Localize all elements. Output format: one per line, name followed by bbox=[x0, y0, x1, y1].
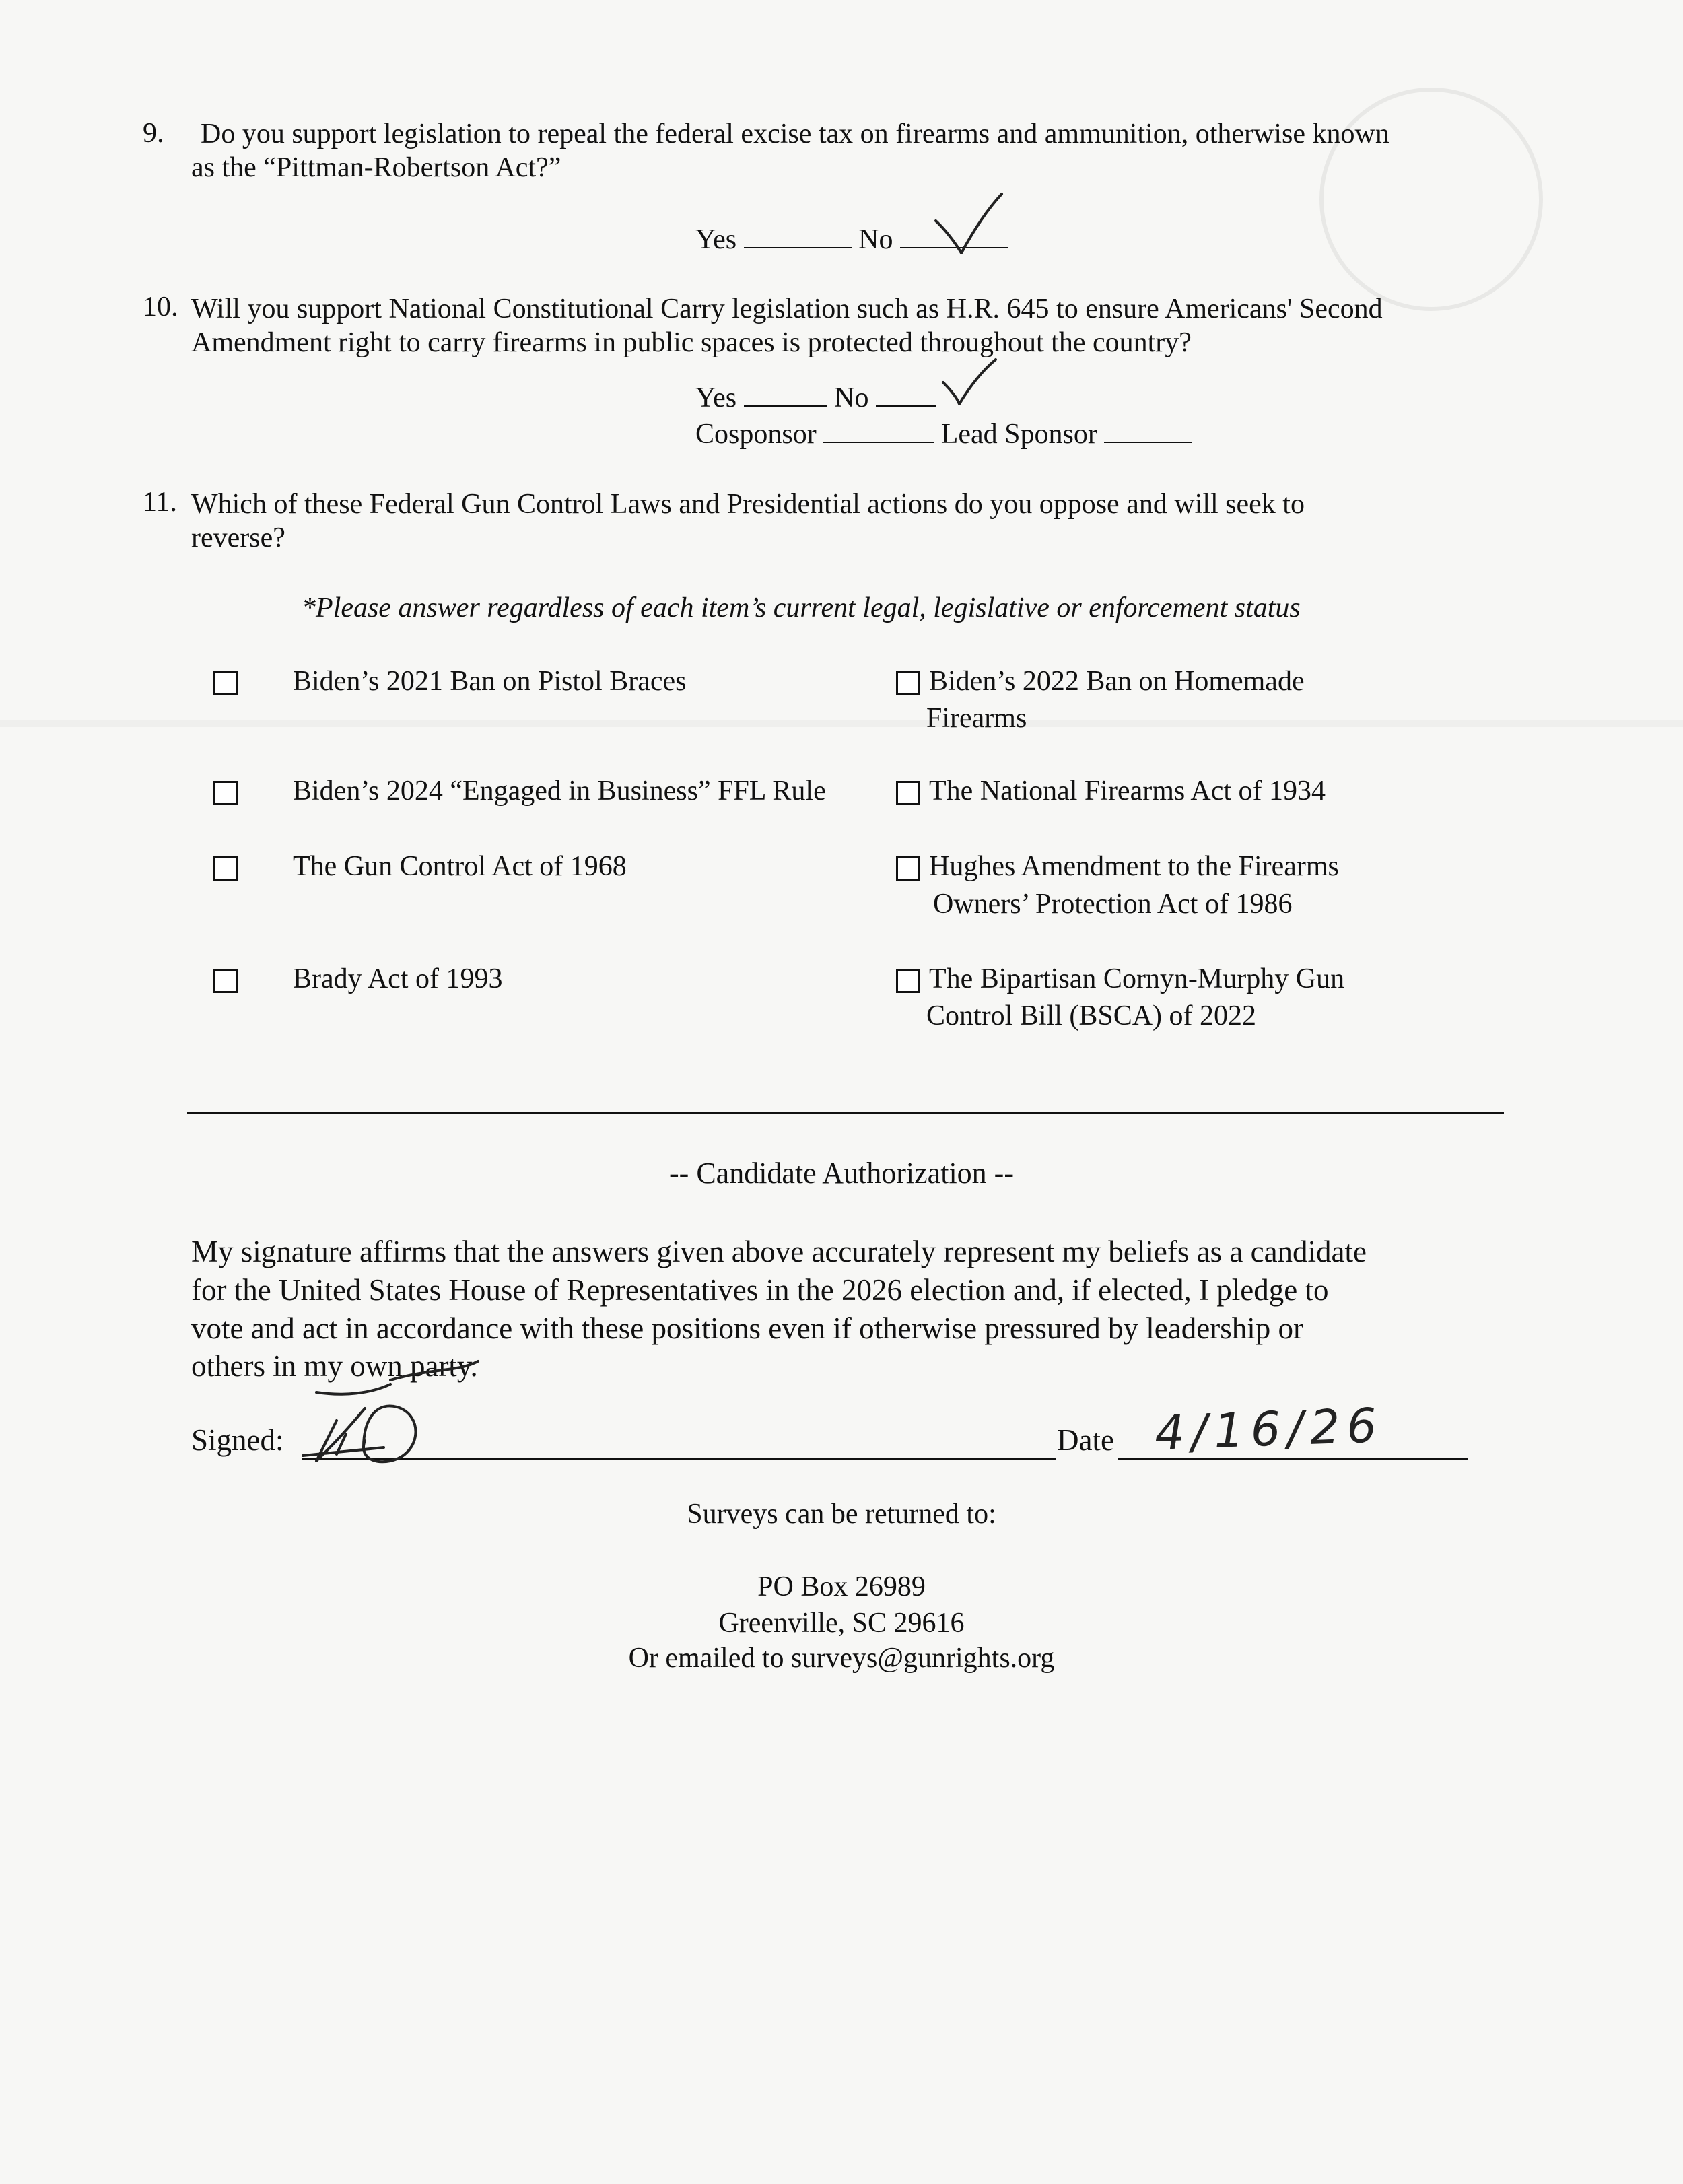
question-10-text-line2: Amendment right to carry firearms in public spaces is protected throughout the country? bbox=[191, 327, 1192, 358]
handwritten-signature bbox=[289, 1353, 491, 1481]
q10-no-blank[interactable] bbox=[876, 378, 936, 407]
handwritten-date: 4/16/26 bbox=[1153, 1398, 1385, 1461]
question-9-number: 9. bbox=[143, 118, 164, 149]
q10-no-checkmark bbox=[939, 355, 1000, 409]
date-label: Date bbox=[1057, 1423, 1114, 1457]
law-label-line2: Control Bill (BSCA) of 2022 bbox=[926, 1000, 1257, 1031]
law-checkbox[interactable] bbox=[213, 671, 238, 695]
return-address-line1: PO Box 26989 bbox=[757, 1571, 926, 1602]
question-10-number: 10. bbox=[143, 292, 178, 322]
q10-lead-sponsor-blank[interactable] bbox=[1104, 415, 1192, 443]
question-10-text-line1: Will you support National Constitutional Carry legislation such as H.R. 645 to ensure Americans' Second bbox=[191, 294, 1383, 325]
law-label: Brady Act of 1993 bbox=[293, 963, 503, 994]
authorization-heading: -- Candidate Authorization -- bbox=[669, 1157, 1014, 1190]
bleed-through-band bbox=[0, 720, 1683, 727]
q10-yes-label: Yes bbox=[695, 382, 737, 413]
question-10-answer-row bbox=[695, 378, 936, 416]
law-label-line2: Firearms bbox=[926, 703, 1027, 734]
return-address-line2: Greenville, SC 29616 bbox=[718, 1608, 965, 1639]
law-label: Hughes Amendment to the Firearms bbox=[929, 851, 1339, 882]
return-heading: Surveys can be returned to: bbox=[687, 1499, 996, 1530]
q10-yes-blank[interactable] bbox=[744, 378, 827, 407]
question-9-text-line1: Do you support legislation to repeal the federal excise tax on firearms and ammunition, otherwise known bbox=[201, 118, 1389, 149]
section-divider bbox=[187, 1112, 1504, 1114]
question-11-note: *Please answer regardless of each item’s current legal, legislative or enforcement status bbox=[302, 592, 1301, 623]
signed-label: Signed: bbox=[191, 1423, 284, 1457]
q10-cosponsor-label: Cosponsor bbox=[695, 419, 817, 450]
q10-no-label: No bbox=[834, 382, 869, 413]
q9-no-label: No bbox=[858, 224, 893, 255]
authorization-text-line1: My signature affirms that the answers given above accurately represent my beliefs as a candidate bbox=[191, 1235, 1367, 1268]
q9-no-checkmark bbox=[929, 189, 1010, 263]
return-email: Or emailed to surveys@gunrights.org bbox=[628, 1643, 1055, 1674]
q10-cosponsor-blank[interactable] bbox=[823, 415, 934, 443]
law-label-line2: Owners’ Protection Act of 1986 bbox=[933, 889, 1293, 920]
question-10-sponsor-row bbox=[695, 415, 1192, 452]
q9-yes-blank[interactable] bbox=[744, 220, 852, 248]
law-label: Biden’s 2021 Ban on Pistol Braces bbox=[293, 666, 687, 697]
q10-lead-sponsor-label: Lead Sponsor bbox=[940, 419, 1097, 450]
law-label: The Gun Control Act of 1968 bbox=[293, 851, 627, 882]
law-label: The Bipartisan Cornyn-Murphy Gun bbox=[929, 963, 1345, 994]
law-checkbox[interactable] bbox=[896, 969, 920, 993]
law-checkbox[interactable] bbox=[896, 781, 920, 805]
law-checkbox[interactable] bbox=[896, 856, 920, 881]
authorization-text-line3: vote and act in accordance with these positions even if otherwise pressured by leadership or bbox=[191, 1311, 1303, 1345]
authorization-text-line4: others in my own party. bbox=[191, 1349, 478, 1383]
law-checkbox[interactable] bbox=[213, 856, 238, 881]
question-11-text-line2: reverse? bbox=[191, 522, 285, 553]
q9-yes-label: Yes bbox=[695, 224, 737, 255]
law-label: The National Firearms Act of 1934 bbox=[929, 776, 1326, 807]
law-checkbox[interactable] bbox=[213, 781, 238, 805]
question-11-number: 11. bbox=[143, 487, 177, 518]
law-checkbox[interactable] bbox=[896, 671, 920, 695]
law-label: Biden’s 2022 Ban on Homemade bbox=[929, 666, 1305, 697]
law-label: Biden’s 2024 “Engaged in Business” FFL Rule bbox=[293, 776, 826, 807]
authorization-text-line2: for the United States House of Representatives in the 2026 election and, if elected, I pledge to bbox=[191, 1273, 1329, 1307]
law-checkbox[interactable] bbox=[213, 969, 238, 993]
question-9-text-line2: as the “Pittman-Robertson Act?” bbox=[191, 152, 561, 183]
question-11-text-line1: Which of these Federal Gun Control Laws and Presidential actions do you oppose and will seek to bbox=[191, 489, 1305, 520]
